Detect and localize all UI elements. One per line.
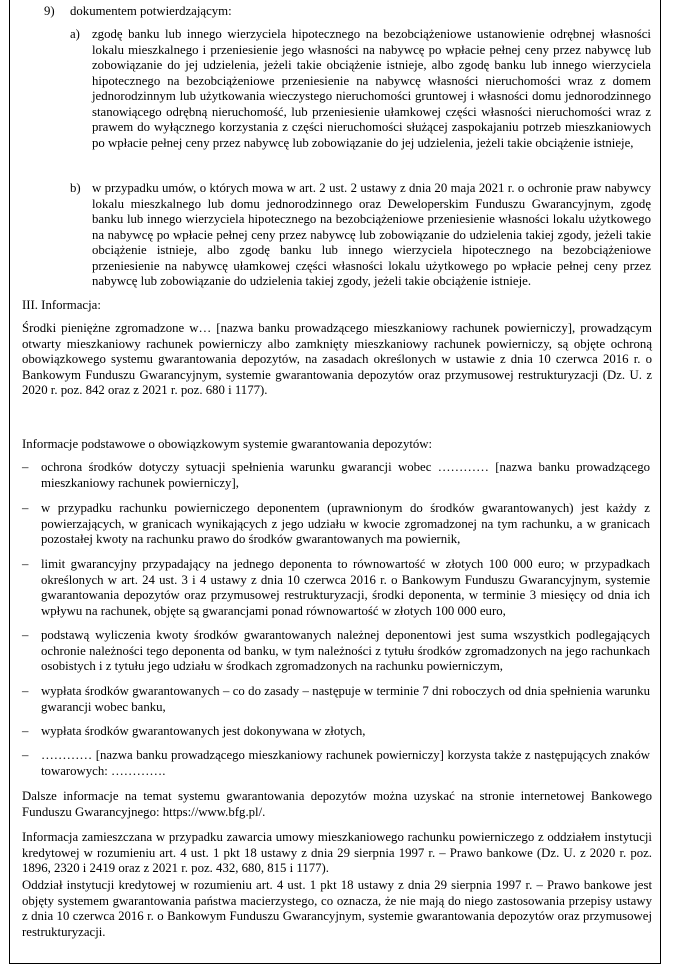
branch-coverage-paragraph: Oddział instytucji kredytowej w rozumieniu art. 4 ust. 1 pkt 18 ustawy z dnia 29 sierpnia 1997 r. – Prawo bankowe jest objęty systemem gwarantowania państwa macierzystego, co oznacza, że nie mają do niego zastosowania przepisy ustawy z dnia 10 czerwca 2016 r. o Bankowym Funduszu Gwarancyjnym, systemie gwarantowania depozytów oraz przymusowej restrukturyzacji. — [22, 878, 652, 939]
list-item-text: limit gwarancyjny przypadający na jednego deponenta to równowartość w złotych 100 000 euro; w przypadkach określonych w art. 24 ust. 3 i 4 ustawy z dnia 10 czerwca 2016 r. o Bankowym Funduszu Gwarancyjnym, systemie gwarantowania depozytów oraz przymusowej restrukturyzacji, środki deponenta, w terminie 3 miesięcy od dnia ich wpływu na rachunek, objęte są gwarancjami ponad równowartość w złotych 100 000 euro, — [41, 557, 650, 618]
list-dash: – — [22, 628, 29, 642]
section-3-heading: III. Informacja: — [22, 298, 101, 312]
section-3-paragraph: Środki pieniężne zgromadzone w… [nazwa banku prowadzącego mieszkaniowy rachunek powierniczy], prowadzącym otwarty mieszkaniowy rachunek powierniczy albo zamknięty mieszkaniowy rachunek powierniczy, są objęte ochroną obowiązkowego systemu gwarantowania depozytów, na zasadach określonych w ustawie z dnia 10 czerwca 2016 r. o Bankowym Funduszu Gwarancyjnym, systemie gwarantowania depozytów oraz przymusowej restrukturyzacji (Dz. U. z 2020 r. poz. 842 oraz z 2021 r. poz. 680 i 1177). — [22, 321, 652, 397]
list-item-text: wypłata środków gwarantowanych – co do zasady – następuje w terminie 7 dni roboczych od dnia spełnienia warunku gwarancji wobec banku, — [41, 684, 650, 714]
item-a-text: zgodę banku lub innego wierzyciela hipotecznego na bezobciążeniowe ustanowienie odrębnej własności lokalu mieszkalnego i przeniesienie jego własności na nabywcę po wpłacie pełnej ceny przez nabywcę lub zobowiązanie do jej udzielenia, jeżeli takie obciążenie istnieje, albo zgodę banku lub innego wierzyciela hipotecznego na bezobciążeniowe przeniesienie na nabywcę własności nieruchomości wraz z domem jednorodzinnym lub użytkowania wieczystego nieruchomości gruntowej i własności domu jednorodzinnego stanowiącego odrębną nieruchomość, lub przeniesienie ułamkowej części własności nieruchomości wraz z prawem do wyłącznego korzystania z części nieruchomości służącej zaspokajaniu potrzeb mieszkaniowych po wpłacie pełnej ceny przez nabywcę lub zobowiązanie do jej udzielenia, jeżeli takie obciążenie istnieje, — [92, 27, 651, 150]
further-info-paragraph: Dalsze informacje na temat systemu gwarantowania depozytów można uzyskać na stronie internetowej Bankowego Funduszu Gwarancyjnego: https://www.bfg.pl/. — [22, 789, 652, 819]
item-b-label: b) — [70, 181, 81, 195]
branch-info-paragraph: Informacja zamieszczana w przypadku zawarcia umowy mieszkaniowego rachunku powierniczego z oddziałem instytucji kredytowej w rozumieniu art. 4 ust. 1 pkt 18 ustawy z dnia 29 sierpnia 1997 r. – Prawo bankowe (Dz. U. z 2020 r. poz. 1896, 2320 i 2419 oraz z 2021 r. poz. 432, 680, 815 i 1177). — [22, 830, 652, 875]
item-9-label: dokumentem potwierdzającym: — [70, 4, 232, 18]
list-dash: – — [22, 684, 29, 698]
list-item-text: wypłata środków gwarantowanych jest dokonywana w złotych, — [41, 724, 366, 738]
item-a-label: a) — [70, 27, 80, 41]
list-item-text: ochrona środków dotyczy sytuacji spełnienia warunku gwarancji wobec ………… [nazwa banku prowadzącego mieszkaniowy rachunek powierniczy], — [41, 460, 650, 490]
list-dash: – — [22, 724, 29, 738]
basic-info-heading: Informacje podstawowe o obowiązkowym systemie gwarantowania depozytów: — [22, 437, 433, 451]
list-item-text: w przypadku rachunku powierniczego deponentem (uprawnionym do środków gwarantowanych) jest każdy z powierzających, w granicach wynikających z jego udziału w kwocie zgromadzonej na tym rachunku, a w granicach pozostałej kwoty na rachunku prawo do środków gwarantowanych ma powiernik, — [41, 501, 650, 546]
list-dash: – — [22, 501, 29, 515]
item-b-text: w przypadku umów, o których mowa w art. 2 ust. 2 ustawy z dnia 20 maja 2021 r. o ochronie praw nabywcy lokalu mieszkalnego lub domu jednorodzinnego oraz Deweloperskim Funduszu Gwarancyjnym, zgodę banku lub innego wierzyciela hipotecznego na bezobciążeniowe przeniesienie własności lokalu użytkowego na nabywcę po wpłacie pełnej ceny przez nabywcę lub zobowiązanie do udzielenia takiej zgody, jeżeli takie obciążenie istnieje, albo zgodę banku lub innego wierzyciela hipotecznego na bezobciążeniowe przeniesienie na nabywcę ułamkowej części własności lokalu użytkowego po wpłacie pełnej ceny przez nabywcę lub zobowiązanie do udzielenia takiej zgody, jeżeli takie obciążenie istnieje. — [92, 181, 651, 288]
item-9-number: 9) — [44, 4, 55, 18]
list-item-text: ………… [nazwa banku prowadzącego mieszkaniowy rachunek powierniczy] korzysta także z następujących znaków towarowych: …………. — [41, 748, 650, 778]
list-item-text: podstawą wyliczenia kwoty środków gwarantowanych należnej deponentowi jest suma wszystkich podlegających ochronie należności tego deponenta od banku, w tym należności z tytułu środków zgromadzonych na jego rachunkach osobistych i z tytułu jego udziału w środkach zgromadzonych na rachunku powierniczym, — [41, 628, 650, 673]
list-dash: – — [22, 557, 29, 571]
list-dash: – — [22, 748, 29, 762]
list-dash: – — [22, 460, 29, 474]
